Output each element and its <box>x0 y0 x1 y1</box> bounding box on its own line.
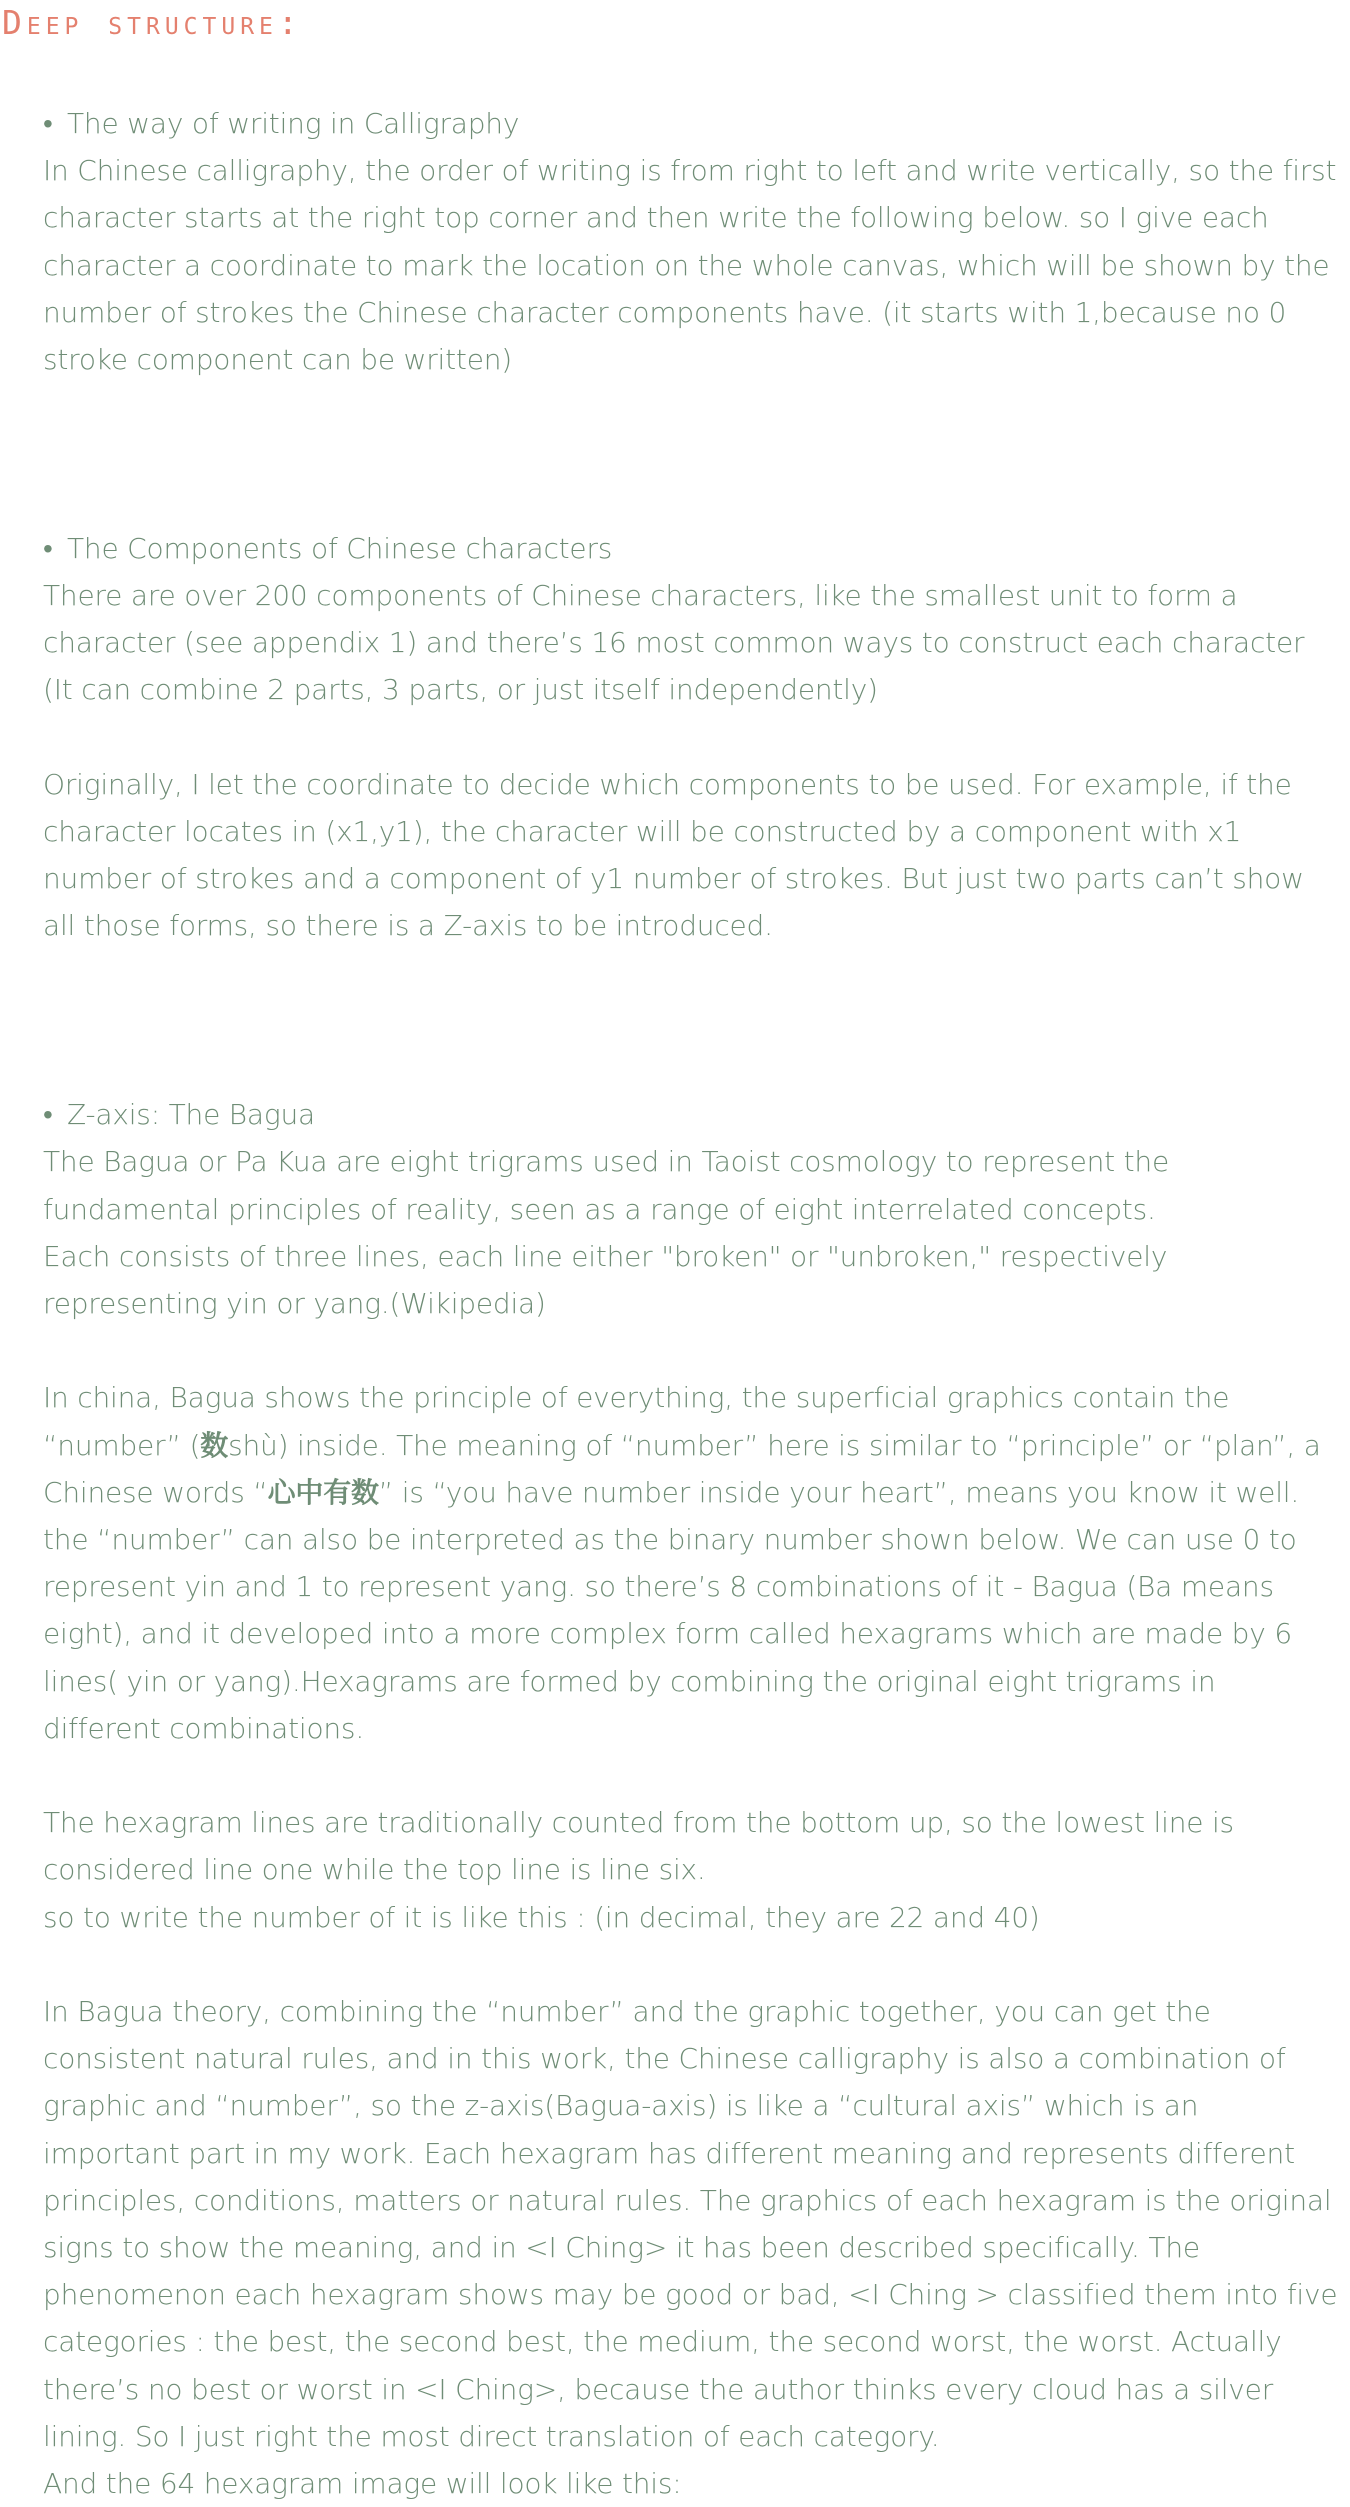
section-title-text: The way of writing in Calligraphy <box>67 107 520 140</box>
section-title-text: The Components of Chinese characters <box>67 531 613 565</box>
chinese-character-shu: 数 <box>200 1428 229 1462</box>
page-title: Deep structure: <box>2 3 303 42</box>
section-title-text: Z-axis: The Bagua <box>67 1098 315 1132</box>
bullet-icon: • <box>43 531 53 565</box>
paragraph-spacer <box>43 714 1338 761</box>
paragraph: In Bagua theory, combining the “number” and the graphic together, you can get the consistent natural rules, and in this work, the Chinese calligraphy is also a combination of graphic and “number”, so the z-axis(Bagua-axis) is like a “cultural axis” which is an important part in my work. Each hexagram has different meaning and represents different principles, conditions, matters or natural rules. The graphics of each hexagram is the original signs to show the meaning, and in <I Ching> it has been described specifically. The phenomenon each hexagram shows may be good or bad, <I Ching > classified them into five categories : the best, the second best, the medium, the second worst, the worst. Actually there’s no best or worst in <I Ching>, because the author thinks every cloud has a silver lining. So I just right the most direct translation of each category. <box>43 1995 1338 2453</box>
text-run: In china, Bagua shows the principle of everything, the superficial graphics contain the “number” ( <box>43 1381 1230 1462</box>
bullet-icon: • <box>43 107 53 140</box>
paragraph: Each consists of three lines, each line either "broken" or "unbroken," respectively representing yin or yang.(Wikipedia) <box>43 1239 1168 1321</box>
paragraph: The hexagram lines are traditionally counted from the bottom up, so the lowest line is considered line one while the top line is line six. <box>43 1806 1234 1887</box>
paragraph-spacer <box>43 1327 1338 1374</box>
section-spacer <box>43 383 1338 525</box>
paragraph: There are over 200 components of Chinese characters, like the smallest unit to form a character (see appendix 1) and there’s 16 most common ways to construct each character (It can combine 2 parts, 3 parts, or just itself independently) <box>43 579 1305 707</box>
text-run: shù) inside. The meaning of “number” here is similar to “principle” or “plan”, a Chinese words “ <box>43 1428 1321 1509</box>
section-title-bagua <box>43 1091 1338 1138</box>
paragraph: so to write the number of it is like this : (in decimal, they are 22 and 40) <box>43 1900 1040 1934</box>
section-title-calligraphy <box>43 100 1338 147</box>
paragraph-spacer <box>43 1752 1338 1799</box>
section-spacer <box>43 950 1338 1092</box>
section-title-components <box>43 525 1338 572</box>
paragraph: In Chinese calligraphy, the order of writing is from right to left and write vertically, so the first character starts at the right top corner and then write the following below. so I give each character a coordinate to mark the location on the whole canvas, which will be shown by the number of strokes the Chinese character components have. (it starts with 1,because no 0 stroke component can be written) <box>43 154 1337 377</box>
bullet-icon: • <box>43 1098 53 1132</box>
paragraph: The Bagua or Pa Kua are eight trigrams used in Taoist cosmology to represent the fundamental principles of reality, seen as a range of eight interrelated concepts. <box>43 1145 1169 1226</box>
paragraph: And the 64 hexagram image will look like this: <box>43 2467 682 2501</box>
text-run: ” is “you have number inside your heart”, means you know it well. the “number” can also be interpreted as the binary number shown below. We can use 0 to represent yin and 1 to represent yang. so there’s 8 combinations of it - Bagua (Ba means eight), and it developed into a more complex form called hexagrams which are made by 6 lines( yin or yang).Hexagrams are formed by combining the original eight trigrams in different combinations. <box>43 1475 1300 1745</box>
paragraph-spacer <box>43 1941 1338 1988</box>
paragraph-bagua-number <box>43 1374 1338 1752</box>
paragraph: Originally, I let the coordinate to decide which components to be used. For example, if the character locates in (x1,y1), the character will be constructed by a component with x1 number of strokes and a component of y1 number of strokes. But just two parts can’t show all those forms, so there is a Z-axis to be introduced. <box>43 767 1304 943</box>
chinese-phrase: 心中有数 <box>267 1475 379 1509</box>
document-body <box>43 100 1338 2507</box>
